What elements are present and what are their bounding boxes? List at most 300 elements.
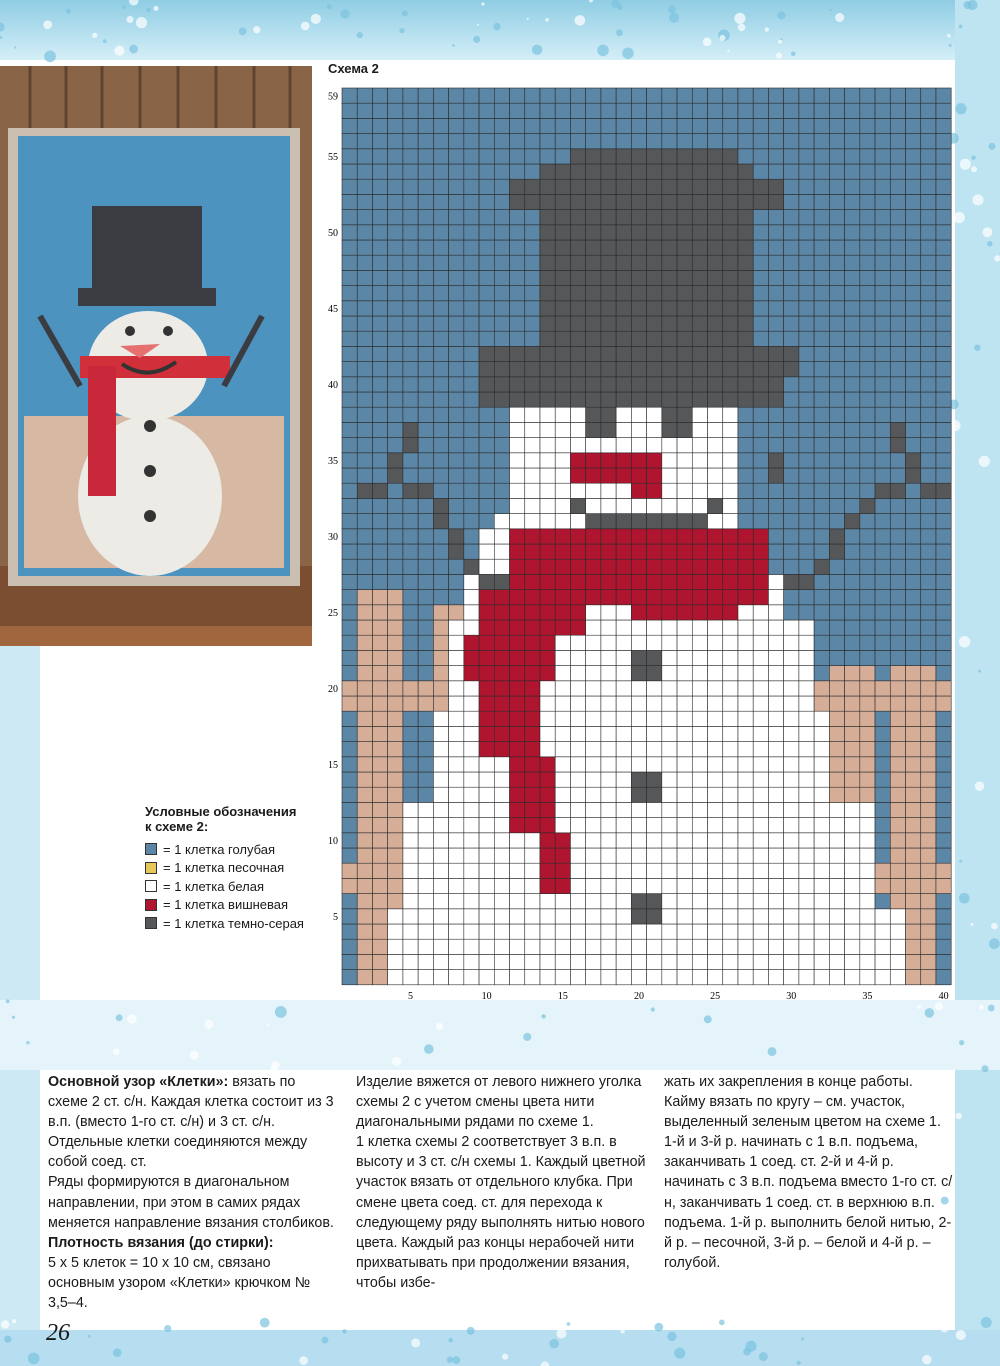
- chart-cell: [814, 88, 829, 103]
- chart-cell: [799, 346, 814, 361]
- chart-cell: [829, 331, 844, 346]
- chart-cell: [921, 453, 936, 468]
- chart-cell: [586, 650, 601, 665]
- chart-cell: [555, 863, 570, 878]
- chart-cell: [631, 772, 646, 787]
- chart-cell: [418, 453, 433, 468]
- chart-cell: [433, 939, 448, 954]
- chart-cell: [753, 909, 768, 924]
- chart-cell: [906, 514, 921, 529]
- chart-cell: [525, 863, 540, 878]
- chart-cell: [662, 316, 677, 331]
- chart-cell: [449, 635, 464, 650]
- chart-cell: [510, 225, 525, 240]
- chart-cell: [647, 164, 662, 179]
- frost-speck: [402, 10, 408, 16]
- chart-cell: [784, 331, 799, 346]
- chart-cell: [723, 970, 738, 985]
- chart-cell: [860, 88, 875, 103]
- chart-cell: [342, 483, 357, 498]
- frost-speck: [428, 1322, 431, 1325]
- chart-cell: [449, 286, 464, 301]
- chart-cell: [372, 331, 387, 346]
- chart-cell: [494, 878, 509, 893]
- chart-cell: [784, 574, 799, 589]
- chart-cell: [692, 498, 707, 513]
- frost-speck: [956, 1330, 966, 1340]
- chart-cell: [921, 529, 936, 544]
- chart-cell: [510, 179, 525, 194]
- chart-cell: [403, 620, 418, 635]
- chart-cell: [449, 742, 464, 757]
- chart-cell: [494, 802, 509, 817]
- chart-cell: [570, 362, 585, 377]
- chart-cell: [692, 818, 707, 833]
- chart-cell: [479, 286, 494, 301]
- chart-cell: [494, 514, 509, 529]
- chart-cell: [845, 696, 860, 711]
- chart-cell: [357, 362, 372, 377]
- chart-cell: [692, 878, 707, 893]
- chart-cell: [555, 103, 570, 118]
- chart-cell: [677, 103, 692, 118]
- chart-cell: [662, 453, 677, 468]
- chart-cell: [662, 103, 677, 118]
- chart-cell: [525, 468, 540, 483]
- chart-cell: [936, 88, 951, 103]
- chart-cell: [906, 590, 921, 605]
- chart-cell: [525, 894, 540, 909]
- chart-cell: [662, 742, 677, 757]
- chart-cell: [647, 498, 662, 513]
- chart-cell: [494, 620, 509, 635]
- chart-cell: [616, 225, 631, 240]
- chart-cell: [906, 529, 921, 544]
- chart-cell: [845, 635, 860, 650]
- chart-cell: [494, 666, 509, 681]
- chart-cell: [814, 939, 829, 954]
- chart-cell: [829, 164, 844, 179]
- chart-cell: [403, 666, 418, 681]
- chart-cell: [799, 924, 814, 939]
- chart-cell: [586, 590, 601, 605]
- chart-cell: [860, 924, 875, 939]
- chart-cell: [464, 422, 479, 437]
- chart-cell: [738, 438, 753, 453]
- chart-cell: [875, 331, 890, 346]
- chart-cell: [570, 498, 585, 513]
- chart-cell: [418, 970, 433, 985]
- chart-cell: [860, 149, 875, 164]
- chart-cell: [372, 696, 387, 711]
- chart-cell: [890, 225, 905, 240]
- chart-cell: [768, 362, 783, 377]
- chart-cell: [647, 346, 662, 361]
- frost-speck: [113, 1048, 120, 1055]
- chart-cell: [388, 924, 403, 939]
- chart-cell: [433, 590, 448, 605]
- chart-cell: [555, 331, 570, 346]
- chart-cell: [875, 559, 890, 574]
- chart-cell: [357, 225, 372, 240]
- chart-cell: [921, 88, 936, 103]
- chart-cell: [662, 134, 677, 149]
- chart-cell: [616, 270, 631, 285]
- chart-cell: [616, 863, 631, 878]
- chart-cell: [677, 590, 692, 605]
- chart-cell: [418, 301, 433, 316]
- chart-cell: [570, 255, 585, 270]
- chart-cell: [890, 483, 905, 498]
- chart-cell: [723, 453, 738, 468]
- chart-cell: [357, 179, 372, 194]
- chart-cell: [692, 726, 707, 741]
- chart-cell: [677, 286, 692, 301]
- chart-cell: [525, 118, 540, 133]
- chart-cell: [677, 924, 692, 939]
- frost-speck: [473, 36, 480, 43]
- chart-cell: [449, 164, 464, 179]
- chart-cell: [692, 422, 707, 437]
- chart-cell: [525, 210, 540, 225]
- y-tick-label: 55: [328, 152, 338, 164]
- chart-cell: [921, 559, 936, 574]
- chart-cell: [388, 149, 403, 164]
- chart-cell: [768, 559, 783, 574]
- chart-cell: [464, 818, 479, 833]
- chart-cell: [768, 772, 783, 787]
- chart-cell: [677, 149, 692, 164]
- chart-cell: [357, 833, 372, 848]
- chart-cell: [616, 346, 631, 361]
- chart-cell: [494, 331, 509, 346]
- chart-cell: [829, 407, 844, 422]
- chart-cell: [372, 301, 387, 316]
- chart-cell: [692, 316, 707, 331]
- chart-cell: [357, 544, 372, 559]
- chart-cell: [540, 924, 555, 939]
- chart-cell: [768, 210, 783, 225]
- chart-cell: [723, 498, 738, 513]
- chart-cell: [677, 818, 692, 833]
- frost-speck: [622, 47, 633, 58]
- chart-cell: [388, 346, 403, 361]
- chart-cell: [708, 711, 723, 726]
- chart-cell: [814, 134, 829, 149]
- chart-cell: [510, 438, 525, 453]
- chart-cell: [479, 650, 494, 665]
- chart-cell: [647, 802, 662, 817]
- chart-cell: [388, 909, 403, 924]
- chart-cell: [906, 392, 921, 407]
- chart-cell: [372, 650, 387, 665]
- chart-cell: [890, 590, 905, 605]
- chart-cell: [738, 605, 753, 620]
- chart-cell: [936, 848, 951, 863]
- frost-speck: [452, 1356, 460, 1364]
- chart-cell: [388, 726, 403, 741]
- chart-cell: [829, 559, 844, 574]
- chart-cell: [372, 270, 387, 285]
- chart-cell: [921, 134, 936, 149]
- chart-cell: [799, 757, 814, 772]
- chart-cell: [433, 377, 448, 392]
- chart-cell: [494, 726, 509, 741]
- chart-cell: [555, 179, 570, 194]
- chart-cell: [586, 802, 601, 817]
- chart-cell: [921, 483, 936, 498]
- chart-cell: [875, 711, 890, 726]
- chart-cell: [799, 848, 814, 863]
- chart-cell: [708, 164, 723, 179]
- chart-cell: [357, 878, 372, 893]
- chart-cell: [845, 970, 860, 985]
- chart-cell: [555, 802, 570, 817]
- chart-cell: [708, 422, 723, 437]
- chart-cell: [555, 757, 570, 772]
- chart-cell: [372, 240, 387, 255]
- chart-cell: [845, 681, 860, 696]
- chart-cell: [357, 681, 372, 696]
- chart-cell: [890, 848, 905, 863]
- chart-cell: [601, 316, 616, 331]
- frost-speck: [523, 1033, 531, 1041]
- chart-cell: [601, 681, 616, 696]
- frost-speck: [989, 938, 1000, 949]
- chart-cell: [647, 954, 662, 969]
- chart-cell: [708, 909, 723, 924]
- chart-cell: [631, 544, 646, 559]
- frost-speck: [43, 20, 52, 29]
- chart-cell: [708, 346, 723, 361]
- chart-cell: [662, 666, 677, 681]
- chart-cell: [890, 498, 905, 513]
- chart-cell: [784, 970, 799, 985]
- chart-cell: [708, 590, 723, 605]
- chart-cell: [464, 970, 479, 985]
- chart-cell: [418, 939, 433, 954]
- chart-cell: [403, 483, 418, 498]
- chart-cell: [494, 438, 509, 453]
- chart-cell: [845, 316, 860, 331]
- chart-cell: [875, 833, 890, 848]
- chart-cell: [708, 210, 723, 225]
- chart-cell: [784, 392, 799, 407]
- chart-cell: [479, 316, 494, 331]
- chart-cell: [449, 954, 464, 969]
- chart-cell: [677, 574, 692, 589]
- chart-cell: [586, 742, 601, 757]
- chart-cell: [372, 635, 387, 650]
- chart-cell: [372, 818, 387, 833]
- chart-cell: [555, 681, 570, 696]
- chart-cell: [479, 818, 494, 833]
- chart-cell: [525, 438, 540, 453]
- chart-cell: [433, 362, 448, 377]
- chart-cell: [494, 650, 509, 665]
- chart-cell: [753, 833, 768, 848]
- chart-cell: [875, 164, 890, 179]
- chart-cell: [601, 848, 616, 863]
- chart-cell: [372, 605, 387, 620]
- chart-cell: [586, 878, 601, 893]
- y-tick-label: 45: [328, 304, 338, 316]
- chart-cell: [723, 210, 738, 225]
- chart-cell: [616, 954, 631, 969]
- chart-cell: [723, 422, 738, 437]
- chart-cell: [464, 498, 479, 513]
- chart-cell: [357, 909, 372, 924]
- chart-cell: [403, 407, 418, 422]
- chart-cell: [525, 909, 540, 924]
- chart-cell: [555, 240, 570, 255]
- chart-cell: [677, 483, 692, 498]
- chart-cell: [936, 164, 951, 179]
- chart-cell: [845, 301, 860, 316]
- chart-cell: [616, 924, 631, 939]
- chart-cell: [906, 650, 921, 665]
- chart-cell: [799, 438, 814, 453]
- chart-cell: [753, 362, 768, 377]
- chart-cell: [403, 103, 418, 118]
- chart-cell: [418, 894, 433, 909]
- chart-cell: [921, 331, 936, 346]
- chart-cell: [403, 453, 418, 468]
- chart-cell: [799, 103, 814, 118]
- chart-cell: [738, 483, 753, 498]
- chart-cell: [860, 316, 875, 331]
- chart-cell: [403, 696, 418, 711]
- chart-cell: [845, 559, 860, 574]
- chart-cell: [692, 620, 707, 635]
- chart-cell: [464, 377, 479, 392]
- chart-cell: [510, 498, 525, 513]
- chart-cell: [586, 939, 601, 954]
- chart-cell: [936, 863, 951, 878]
- chart-cell: [784, 802, 799, 817]
- chart-cell: [692, 377, 707, 392]
- chart-cell: [875, 362, 890, 377]
- chart-cell: [936, 407, 951, 422]
- chart-cell: [510, 924, 525, 939]
- chart-cell: [479, 453, 494, 468]
- chart-cell: [860, 909, 875, 924]
- chart-cell: [738, 164, 753, 179]
- chart-cell: [464, 438, 479, 453]
- chart-cell: [570, 422, 585, 437]
- chart-cell: [464, 468, 479, 483]
- chart-cell: [723, 88, 738, 103]
- chart-cell: [616, 240, 631, 255]
- chart-cell: [921, 316, 936, 331]
- chart-cell: [372, 970, 387, 985]
- frost-speck: [103, 39, 107, 43]
- chart-cell: [845, 392, 860, 407]
- chart-cell: [845, 194, 860, 209]
- chart-cell: [936, 894, 951, 909]
- chart-cell: [494, 270, 509, 285]
- frost-speck: [275, 1006, 287, 1018]
- chart-cell: [616, 650, 631, 665]
- chart-cell: [586, 88, 601, 103]
- chart-cell: [555, 894, 570, 909]
- chart-cell: [388, 240, 403, 255]
- chart-cell: [936, 666, 951, 681]
- chart-cell: [677, 301, 692, 316]
- chart-cell: [784, 666, 799, 681]
- chart-cell: [708, 696, 723, 711]
- chart-cell: [677, 468, 692, 483]
- chart-cell: [906, 772, 921, 787]
- chart-cell: [403, 924, 418, 939]
- chart-cell: [449, 757, 464, 772]
- chart-cell: [555, 453, 570, 468]
- chart-cell: [540, 939, 555, 954]
- chart-cell: [357, 346, 372, 361]
- chart-cell: [570, 346, 585, 361]
- chart-cell: [601, 970, 616, 985]
- chart-cell: [464, 362, 479, 377]
- chart-cell: [586, 377, 601, 392]
- frost-speck: [719, 1320, 725, 1326]
- chart-cell: [692, 909, 707, 924]
- chart-cell: [631, 894, 646, 909]
- legend-swatch-white: [145, 880, 157, 892]
- chart-cell: [388, 711, 403, 726]
- chart-cell: [631, 377, 646, 392]
- chart-cell: [845, 468, 860, 483]
- paragraph: жать их закрепления в конце работы.: [664, 1074, 913, 1090]
- chart-cell: [906, 498, 921, 513]
- chart-cell: [342, 878, 357, 893]
- chart-cell: [814, 772, 829, 787]
- chart-cell: [601, 362, 616, 377]
- chart-cell: [890, 88, 905, 103]
- chart-cell: [753, 787, 768, 802]
- chart-cell: [753, 301, 768, 316]
- chart-cell: [449, 498, 464, 513]
- chart-cell: [449, 422, 464, 437]
- chart-cell: [525, 848, 540, 863]
- chart-cell: [647, 620, 662, 635]
- frost-speck: [204, 1020, 213, 1029]
- chart-cell: [586, 954, 601, 969]
- chart-cell: [647, 483, 662, 498]
- chart-cell: [631, 346, 646, 361]
- chart-cell: [479, 802, 494, 817]
- chart-cell: [449, 894, 464, 909]
- chart-cell: [570, 88, 585, 103]
- chart-cell: [829, 605, 844, 620]
- chart-cell: [510, 483, 525, 498]
- chart-cell: [936, 924, 951, 939]
- frost-speck: [92, 33, 97, 38]
- chart-cell: [692, 757, 707, 772]
- chart-cell: [494, 909, 509, 924]
- chart-cell: [753, 696, 768, 711]
- chart-cell: [906, 909, 921, 924]
- chart-cell: [784, 650, 799, 665]
- chart-cell: [342, 559, 357, 574]
- chart-cell: [708, 134, 723, 149]
- chart-cell: [525, 650, 540, 665]
- chart-cell: [631, 924, 646, 939]
- chart-cell: [631, 787, 646, 802]
- chart-cell: [586, 757, 601, 772]
- chart-cell: [540, 483, 555, 498]
- chart-cell: [449, 666, 464, 681]
- chart-cell: [403, 757, 418, 772]
